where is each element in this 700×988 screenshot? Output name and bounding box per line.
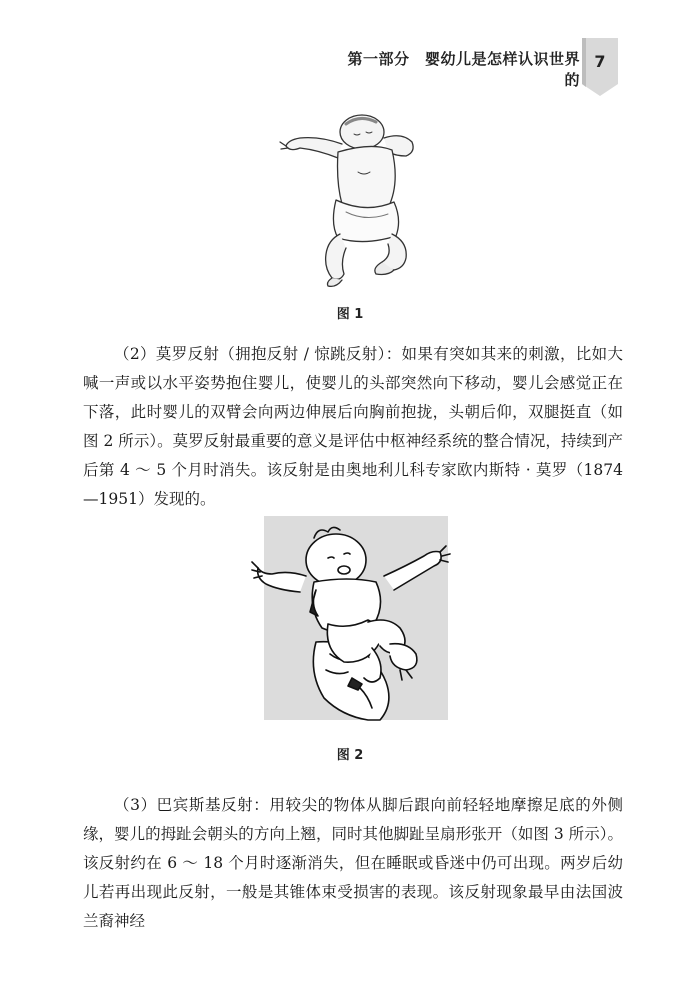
figure-2-caption: 图 2 bbox=[336, 748, 364, 763]
moro-reflex-drawing bbox=[244, 512, 462, 724]
paragraph-moro-reflex: （2）莫罗反射（拥抱反射 / 惊跳反射）：如果有突如其来的刺激，比如大喊一声或以水平姿势抱住婴儿，使婴儿的头部突然向下移动，婴儿会感觉正在下落，此时婴儿的双臂会向两边伸展后向胸前抱拢，头朝后仰，双腿挺直（如图 2 所示）。莫罗反射最重要的意义是评估中枢神经系统的整合情况，持续到产后第 4 ～ 5 个月时消失。该反射是由奥地利儿科专家欧内斯特 · 莫罗（1874—1951）发现的。 bbox=[83, 345, 623, 508]
infant-lying-drawing bbox=[276, 112, 436, 288]
running-header: 第一部分 婴幼儿是怎样认识世界的 bbox=[347, 50, 580, 89]
figure-1-illustration bbox=[276, 112, 436, 288]
page-number: 7 bbox=[594, 52, 606, 71]
figure-1-caption: 图 1 bbox=[336, 307, 364, 322]
figure-2-illustration bbox=[244, 512, 462, 724]
paragraph-babinski-reflex: （3）巴宾斯基反射：用较尖的物体从脚后跟向前轻轻地摩擦足底的外侧缘，婴儿的拇趾会朝头的方向上翘，同时其他脚趾呈扇形张开（如图 3 所示）。该反射约在 6 ～ 18 个月时逐渐消失，但在睡眠或昏迷中仍可出现。两岁后幼儿若再出现此反射，一般是其锥体束受损害的表现。该反射现象最早由法国波兰裔神经 bbox=[83, 796, 623, 930]
page-number-tab bbox=[582, 38, 618, 96]
